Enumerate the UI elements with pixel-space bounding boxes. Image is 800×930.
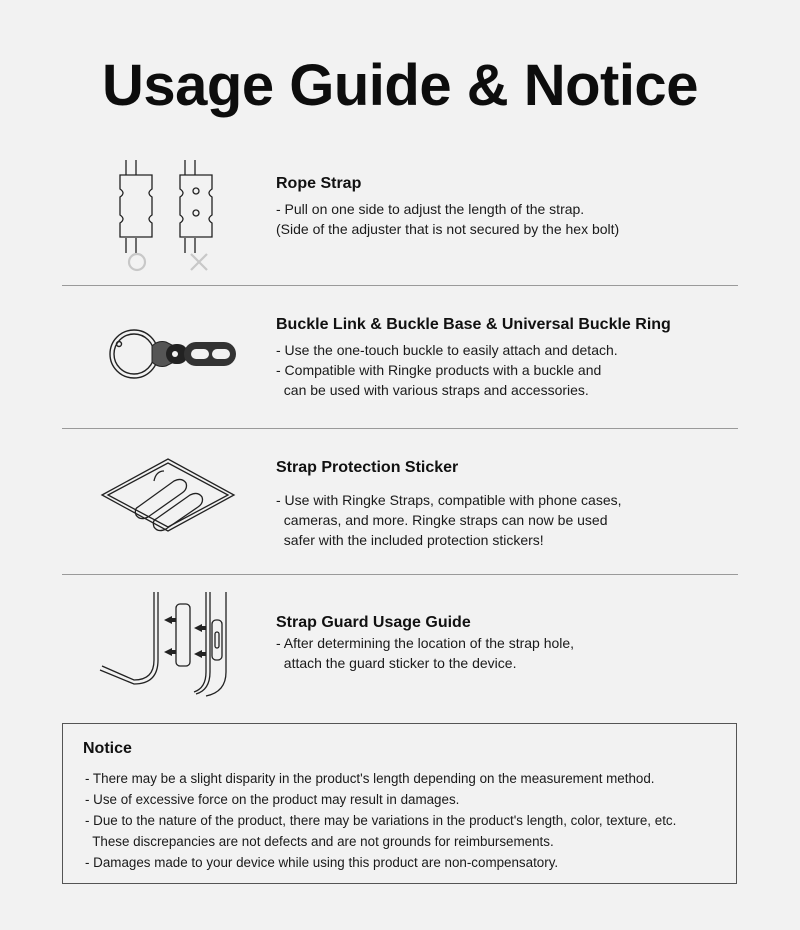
notice-heading: Notice (83, 740, 132, 757)
notice-box (62, 723, 737, 884)
buckle-ring-icon (104, 322, 238, 386)
section-heading: Strap Protection Sticker (276, 459, 459, 476)
notice-line: - Due to the nature of the product, there may be variations in the product's length, color, texture, etc. (85, 813, 677, 828)
section-protection-sticker (276, 459, 622, 550)
section-rope-strap (276, 175, 619, 239)
notice-line: These discrepancies are not defects and are not grounds for reimbursements. (85, 834, 554, 849)
section-line: (Side of the adjuster that is not secured by the hex bolt) (276, 221, 620, 237)
section-line: - Use the one-touch buckle to easily attach and detach. (276, 342, 618, 358)
section-heading: Buckle Link & Buckle Base & Universal Buckle Ring (276, 316, 671, 333)
page-title: Usage Guide & Notice (102, 53, 698, 118)
section-line: safer with the included protection stickers! (276, 532, 544, 548)
section-line: - Use with Ringke Straps, compatible with phone cases, (276, 492, 622, 508)
divider (62, 285, 738, 286)
divider (62, 428, 738, 429)
section-line: - After determining the location of the strap hole, (276, 635, 575, 651)
protection-sticker-icon (98, 455, 238, 535)
section-line: can be used with various straps and accessories. (276, 382, 589, 398)
section-line: - Compatible with Ringke products with a buckle and (276, 362, 602, 378)
section-strap-guard (276, 614, 574, 673)
notice-line: - Use of excessive force on the product may result in damages. (85, 792, 460, 807)
section-line: cameras, and more. Ringke straps can now be used (276, 512, 608, 528)
section-heading: Rope Strap (276, 175, 362, 192)
divider (62, 574, 738, 575)
section-line: attach the guard sticker to the device. (276, 655, 517, 671)
section-buckle (276, 316, 671, 400)
section-line: - Pull on one side to adjust the length of the strap. (276, 201, 585, 217)
section-heading: Strap Guard Usage Guide (276, 614, 471, 631)
notice-line: - Damages made to your device while using this product are non-compensatory. (85, 855, 559, 870)
strap-guard-icon (98, 590, 238, 700)
rope-adjuster-icon (100, 158, 230, 276)
notice-line: - There may be a slight disparity in the product's length depending on the measurement method. (85, 771, 655, 786)
